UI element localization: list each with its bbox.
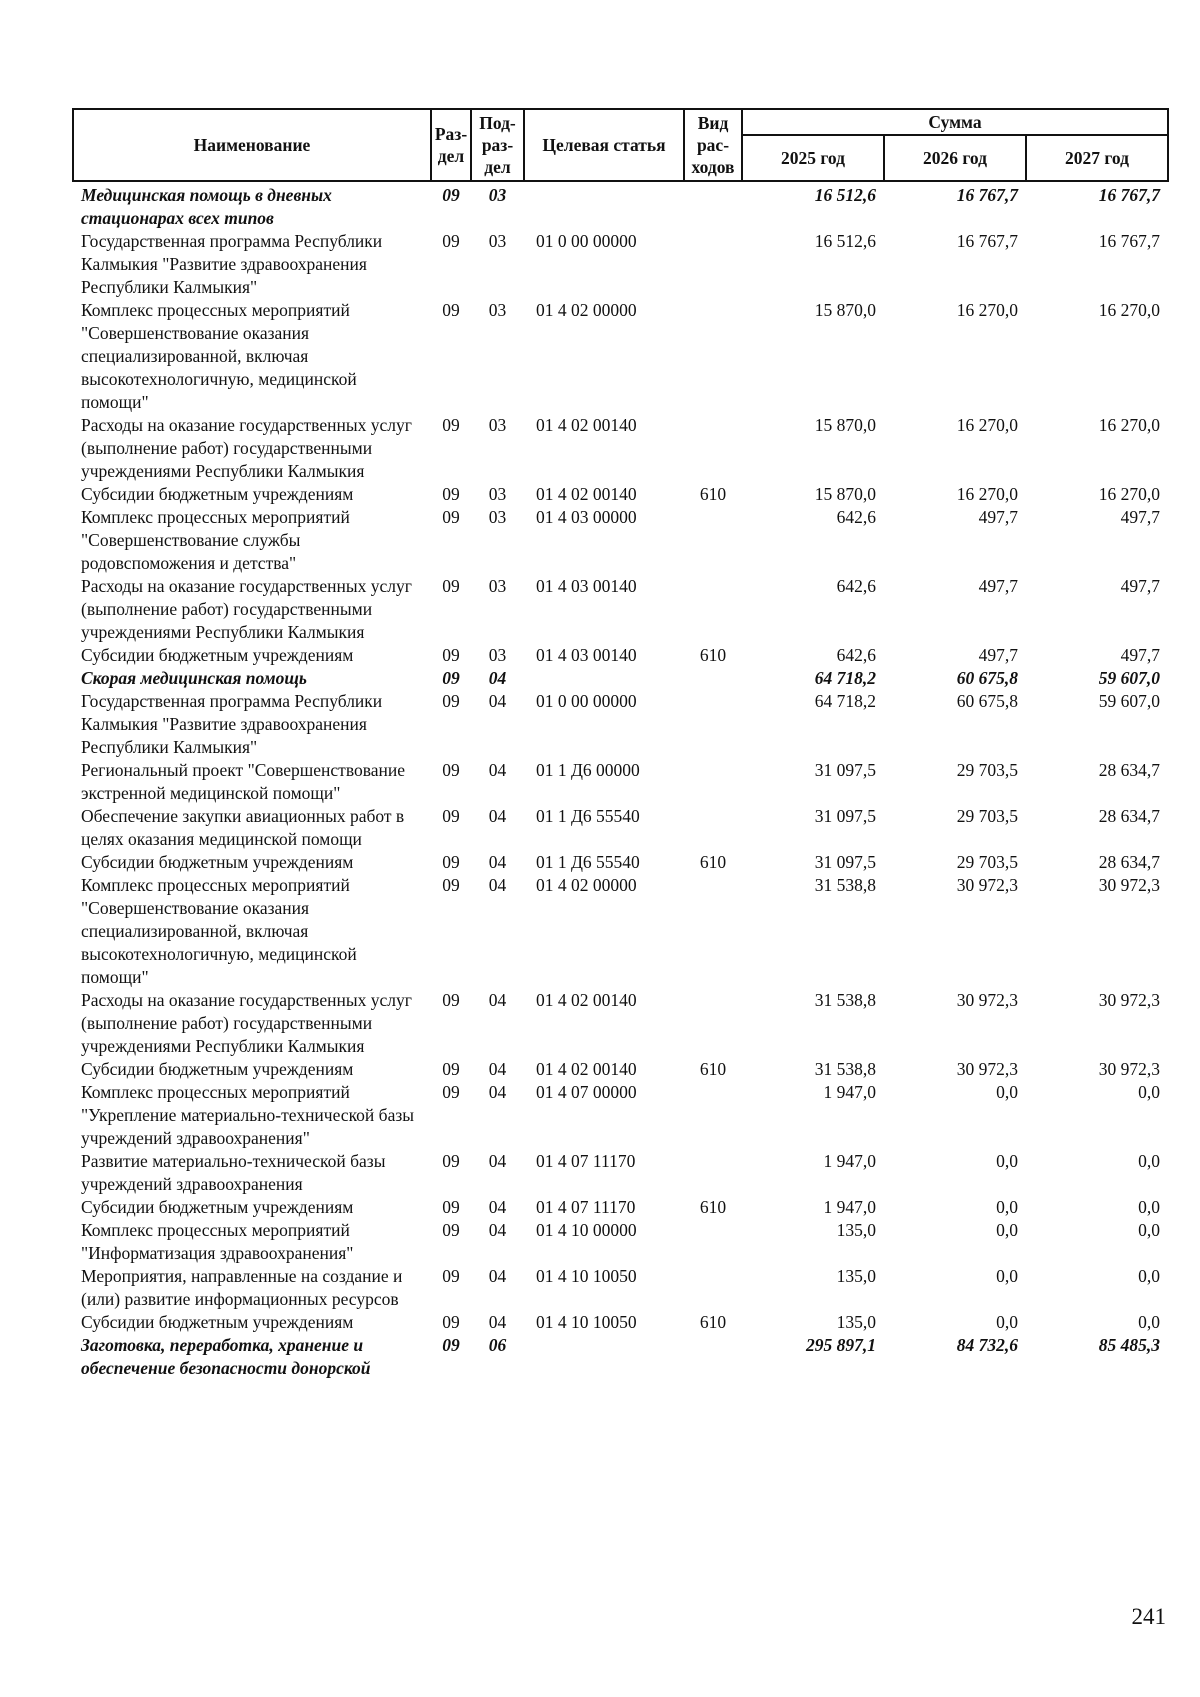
row-sum-2025: 64 718,2 [814, 691, 876, 711]
row-podrazdel: 03 [488, 231, 507, 251]
row-sum-2025: 642,6 [836, 645, 876, 665]
row-sum-2027: 30 972,3 [1098, 875, 1160, 895]
row-vid: 610 [699, 1312, 727, 1332]
row-sum-2026: 0,0 [996, 1312, 1018, 1332]
row-sum-2026: 0,0 [996, 1220, 1018, 1240]
row-podrazdel: 04 [488, 875, 507, 895]
row-sum-2027: 16 270,0 [1098, 415, 1160, 435]
row-podrazdel: 04 [488, 806, 507, 826]
row-sum-2026: 60 675,8 [956, 668, 1018, 688]
row-celevaya: 01 1 Д6 55540 [536, 852, 640, 872]
row-vid: 610 [699, 645, 727, 665]
row-razdel: 09 [442, 484, 460, 504]
row-vid [684, 1081, 742, 1150]
row-sum-2025: 31 538,8 [814, 1059, 876, 1079]
row-vid [684, 1219, 742, 1265]
row-sum-2025: 15 870,0 [814, 415, 876, 435]
row-celevaya [524, 1334, 684, 1380]
table-row [73, 1196, 1168, 1219]
header-year-2027: 2027 год [1026, 135, 1168, 181]
row-podrazdel: 03 [488, 507, 507, 527]
row-vid [684, 506, 742, 575]
table-row [73, 1058, 1168, 1081]
row-sum-2027: 0,0 [1138, 1266, 1160, 1286]
row-celevaya: 01 4 07 11170 [536, 1151, 636, 1171]
row-celevaya: 01 4 03 00140 [536, 645, 637, 665]
header-razdel: Раз-дел [431, 109, 471, 181]
row-podrazdel: 04 [488, 668, 507, 688]
row-podrazdel: 04 [488, 1082, 507, 1102]
row-razdel: 09 [442, 1151, 460, 1171]
row-celevaya: 01 0 00 00000 [536, 231, 637, 251]
row-sum-2027: 0,0 [1138, 1151, 1160, 1171]
row-vid [684, 299, 742, 414]
row-celevaya: 01 4 02 00140 [536, 1059, 637, 1079]
table-header [73, 109, 1168, 181]
row-vid [684, 759, 742, 805]
row-name: Расходы на оказание государственных услуг (выполнение работ) государственными учреждениями Республики Калмыкия [81, 990, 412, 1056]
row-sum-2027: 0,0 [1138, 1312, 1160, 1332]
section-row [73, 181, 1168, 230]
row-sum-2027: 16 270,0 [1098, 300, 1160, 320]
row-sum-2026: 0,0 [996, 1082, 1018, 1102]
row-celevaya: 01 4 02 00140 [536, 415, 637, 435]
header-year-2025: 2025 год [742, 135, 884, 181]
row-sum-2027: 28 634,7 [1098, 760, 1160, 780]
row-sum-2026: 16 270,0 [956, 484, 1018, 504]
header-summa: Сумма [742, 109, 1168, 135]
row-sum-2027: 16 767,7 [1098, 185, 1160, 205]
table-row [73, 851, 1168, 874]
row-celevaya [524, 181, 684, 230]
row-celevaya: 01 4 10 00000 [536, 1220, 637, 1240]
section-row [73, 1334, 1168, 1380]
row-sum-2027: 30 972,3 [1098, 990, 1160, 1010]
row-name: Комплекс процессных мероприятий "Укрепление материально-технической базы учреждений здравоохранения" [81, 1082, 415, 1148]
row-name: Государственная программа Республики Калмыкия "Развитие здравоохранения Республики Калмыкия" [81, 691, 383, 757]
table-row [73, 1311, 1168, 1334]
row-vid [684, 874, 742, 989]
row-podrazdel: 03 [488, 645, 507, 665]
row-razdel: 09 [442, 576, 460, 596]
row-sum-2026: 16 270,0 [956, 415, 1018, 435]
row-celevaya [524, 667, 684, 690]
row-sum-2027: 16 270,0 [1098, 484, 1160, 504]
table-row [73, 1150, 1168, 1196]
row-podrazdel: 04 [488, 1059, 507, 1079]
row-podrazdel: 04 [488, 1266, 507, 1286]
header-podrazdel: Под-раз-дел [471, 109, 524, 181]
row-name: Субсидии бюджетным учреждениям [81, 1312, 354, 1332]
row-sum-2027: 28 634,7 [1098, 806, 1160, 826]
row-podrazdel: 03 [488, 185, 507, 205]
row-razdel: 09 [442, 760, 460, 780]
row-razdel: 09 [442, 415, 460, 435]
table-row [73, 1265, 1168, 1311]
row-sum-2026: 30 972,3 [956, 875, 1018, 895]
row-vid [684, 805, 742, 851]
table-row [73, 644, 1168, 667]
row-razdel: 09 [442, 806, 460, 826]
header-celevaya: Целевая статья [524, 109, 684, 181]
row-name: Комплекс процессных мероприятий "Информатизация здравоохранения" [81, 1220, 354, 1263]
row-sum-2027: 85 485,3 [1098, 1335, 1160, 1355]
row-vid: 610 [699, 852, 727, 872]
row-sum-2027: 497,7 [1120, 507, 1160, 527]
row-celevaya: 01 4 07 11170 [536, 1197, 636, 1217]
row-name: Скорая медицинская помощь [81, 668, 307, 688]
row-podrazdel: 04 [488, 1197, 507, 1217]
table-row [73, 575, 1168, 644]
row-sum-2027: 59 607,0 [1098, 668, 1160, 688]
row-sum-2025: 642,6 [836, 576, 876, 596]
row-name: Заготовка, переработка, хранение и обеспечение безопасности донорской [81, 1335, 371, 1378]
table-body [73, 181, 1168, 1380]
row-celevaya: 01 4 02 00000 [536, 875, 637, 895]
row-vid [684, 1334, 742, 1380]
row-vid [684, 667, 742, 690]
row-razdel: 09 [442, 668, 460, 688]
row-celevaya: 01 4 10 10050 [536, 1312, 637, 1332]
row-sum-2027: 0,0 [1138, 1220, 1160, 1240]
row-vid [684, 181, 742, 230]
row-podrazdel: 03 [488, 576, 507, 596]
row-sum-2025: 31 097,5 [814, 760, 876, 780]
row-razdel: 09 [442, 1220, 460, 1240]
row-vid [684, 230, 742, 299]
row-podrazdel: 03 [488, 415, 507, 435]
row-sum-2025: 31 097,5 [814, 806, 876, 826]
row-name: Комплекс процессных мероприятий "Совершенствование оказания специализированной, включая высокотехнологичную, медицинской помощи" [81, 300, 357, 412]
row-sum-2026: 16 767,7 [956, 185, 1018, 205]
row-sum-2027: 16 767,7 [1098, 231, 1160, 251]
header-name: Наименование [73, 109, 431, 181]
row-name: Развитие материально-технической базы учреждений здравоохранения [81, 1151, 386, 1194]
row-celevaya: 01 4 02 00140 [536, 484, 637, 504]
table-row [73, 483, 1168, 506]
table-row [73, 874, 1168, 989]
row-celevaya: 01 1 Д6 00000 [536, 760, 640, 780]
row-sum-2025: 135,0 [836, 1220, 876, 1240]
row-sum-2025: 1 947,0 [823, 1151, 876, 1171]
table-row [73, 1081, 1168, 1150]
row-sum-2025: 15 870,0 [814, 484, 876, 504]
row-podrazdel: 04 [488, 852, 507, 872]
row-vid [684, 989, 742, 1058]
row-razdel: 09 [442, 1335, 460, 1355]
row-razdel: 09 [442, 645, 460, 665]
row-podrazdel: 04 [488, 1220, 507, 1240]
row-vid [684, 1150, 742, 1196]
row-name: Комплекс процессных мероприятий "Совершенствование службы родовспоможения и детства" [81, 507, 350, 573]
row-name: Субсидии бюджетным учреждениям [81, 852, 354, 872]
table-row [73, 414, 1168, 483]
row-name: Государственная программа Республики Калмыкия "Развитие здравоохранения Республики Калмыкия" [81, 231, 383, 297]
row-celevaya: 01 4 03 00000 [536, 507, 637, 527]
row-celevaya: 01 4 02 00000 [536, 300, 637, 320]
row-name: Медицинская помощь в дневных стационарах всех типов [81, 185, 332, 228]
row-vid [684, 690, 742, 759]
row-sum-2025: 1 947,0 [823, 1082, 876, 1102]
row-vid: 610 [699, 484, 727, 504]
row-sum-2027: 30 972,3 [1098, 1059, 1160, 1079]
table-row [73, 299, 1168, 414]
budget-table [72, 108, 1169, 1380]
row-sum-2025: 135,0 [836, 1312, 876, 1332]
row-vid [684, 414, 742, 483]
row-sum-2026: 497,7 [978, 645, 1018, 665]
row-sum-2026: 16 270,0 [956, 300, 1018, 320]
row-razdel: 09 [442, 875, 460, 895]
row-razdel: 09 [442, 1312, 460, 1332]
row-podrazdel: 04 [488, 760, 507, 780]
row-sum-2026: 30 972,3 [956, 990, 1018, 1010]
row-sum-2025: 135,0 [836, 1266, 876, 1286]
row-sum-2025: 64 718,2 [814, 668, 876, 688]
row-celevaya: 01 0 00 00000 [536, 691, 637, 711]
row-name: Субсидии бюджетным учреждениям [81, 1197, 354, 1217]
row-sum-2025: 642,6 [836, 507, 876, 527]
row-name: Комплекс процессных мероприятий "Совершенствование оказания специализированной, включая высокотехнологичную, медицинской помощи" [81, 875, 357, 987]
row-sum-2027: 0,0 [1138, 1082, 1160, 1102]
row-sum-2025: 15 870,0 [814, 300, 876, 320]
page-number: 241 [1131, 1604, 1166, 1629]
row-razdel: 09 [442, 691, 460, 711]
row-sum-2027: 497,7 [1120, 645, 1160, 665]
table-row [73, 230, 1168, 299]
row-sum-2025: 295 897,1 [806, 1335, 876, 1355]
row-name: Субсидии бюджетным учреждениям [81, 484, 354, 504]
row-celevaya: 01 4 10 10050 [536, 1266, 637, 1286]
row-razdel: 09 [442, 1082, 460, 1102]
row-name: Субсидии бюджетным учреждениям [81, 645, 354, 665]
row-name: Расходы на оказание государственных услуг (выполнение работ) государственными учреждениями Республики Калмыкия [81, 415, 412, 481]
row-vid: 610 [699, 1197, 727, 1217]
row-podrazdel: 03 [488, 484, 507, 504]
table-row [73, 1219, 1168, 1265]
row-sum-2026: 60 675,8 [956, 691, 1018, 711]
row-razdel: 09 [442, 300, 460, 320]
row-name: Субсидии бюджетным учреждениям [81, 1059, 354, 1079]
row-sum-2025: 16 512,6 [814, 231, 876, 251]
table-row [73, 805, 1168, 851]
row-sum-2025: 16 512,6 [814, 185, 876, 205]
row-sum-2027: 497,7 [1120, 576, 1160, 596]
row-razdel: 09 [442, 507, 460, 527]
row-podrazdel: 04 [488, 990, 507, 1010]
row-name: Обеспечение закупки авиационных работ в целях оказания медицинской помощи [81, 806, 405, 849]
row-razdel: 09 [442, 185, 460, 205]
header-year-2026: 2026 год [884, 135, 1026, 181]
row-podrazdel: 04 [488, 1312, 507, 1332]
row-sum-2026: 29 703,5 [956, 852, 1018, 872]
row-sum-2025: 31 097,5 [814, 852, 876, 872]
row-razdel: 09 [442, 1059, 460, 1079]
budget-page [72, 108, 1167, 1380]
table-row [73, 989, 1168, 1058]
row-sum-2026: 30 972,3 [956, 1059, 1018, 1079]
row-razdel: 09 [442, 231, 460, 251]
row-celevaya: 01 4 02 00140 [536, 990, 637, 1010]
row-celevaya: 01 4 07 00000 [536, 1082, 637, 1102]
row-celevaya: 01 4 03 00140 [536, 576, 637, 596]
row-vid [684, 1265, 742, 1311]
row-razdel: 09 [442, 990, 460, 1010]
table-row [73, 759, 1168, 805]
table-row [73, 690, 1168, 759]
row-podrazdel: 03 [488, 300, 507, 320]
row-sum-2026: 497,7 [978, 576, 1018, 596]
row-podrazdel: 04 [488, 691, 507, 711]
row-name: Региональный проект "Совершенствование экстренной медицинской помощи" [81, 760, 406, 803]
row-sum-2026: 29 703,5 [956, 806, 1018, 826]
row-podrazdel: 06 [488, 1335, 507, 1355]
row-sum-2025: 31 538,8 [814, 990, 876, 1010]
row-sum-2027: 0,0 [1138, 1197, 1160, 1217]
row-sum-2026: 84 732,6 [956, 1335, 1018, 1355]
table-row [73, 506, 1168, 575]
row-vid [684, 575, 742, 644]
row-sum-2026: 0,0 [996, 1266, 1018, 1286]
row-razdel: 09 [442, 1266, 460, 1286]
row-name: Мероприятия, направленные на создание и (или) развитие информационных ресурсов [81, 1266, 403, 1309]
row-vid: 610 [699, 1059, 727, 1079]
row-sum-2026: 0,0 [996, 1197, 1018, 1217]
row-name: Расходы на оказание государственных услуг (выполнение работ) государственными учреждениями Республики Калмыкия [81, 576, 412, 642]
row-celevaya: 01 1 Д6 55540 [536, 806, 640, 826]
row-razdel: 09 [442, 852, 460, 872]
row-sum-2027: 59 607,0 [1098, 691, 1160, 711]
row-sum-2025: 1 947,0 [823, 1197, 876, 1217]
row-podrazdel: 04 [488, 1151, 507, 1171]
section-row [73, 667, 1168, 690]
row-sum-2026: 29 703,5 [956, 760, 1018, 780]
row-sum-2026: 497,7 [978, 507, 1018, 527]
row-sum-2026: 0,0 [996, 1151, 1018, 1171]
row-sum-2026: 16 767,7 [956, 231, 1018, 251]
header-vid: Вид рас-ходов [684, 109, 742, 181]
row-sum-2025: 31 538,8 [814, 875, 876, 895]
row-sum-2027: 28 634,7 [1098, 852, 1160, 872]
row-razdel: 09 [442, 1197, 460, 1217]
